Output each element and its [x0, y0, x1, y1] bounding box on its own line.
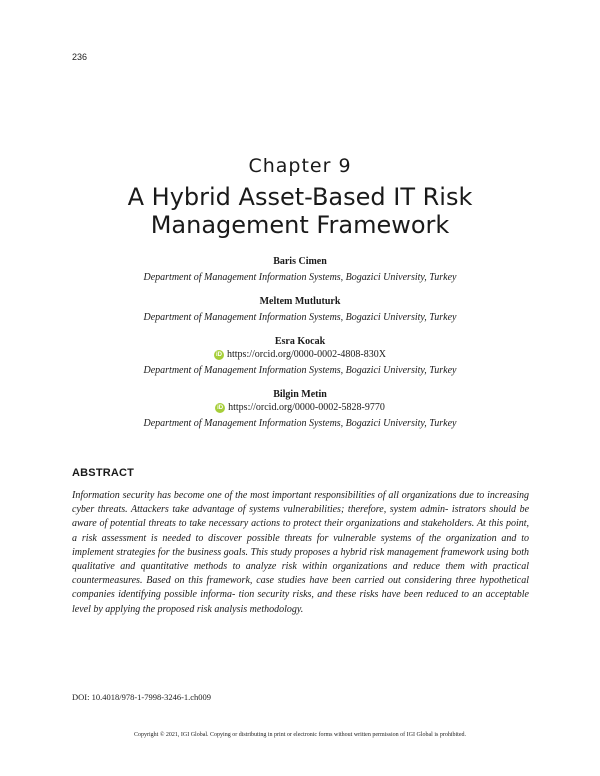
- author-list: [0, 255, 600, 441]
- orcid-link[interactable]: https://orcid.org/0000-0002-5828-9770: [228, 402, 385, 413]
- chapter-title-line: A Hybrid Asset-Based IT Risk: [127, 183, 473, 211]
- author-orcid: [0, 401, 600, 414]
- author-name: Meltem Mutluturk: [259, 296, 341, 307]
- abstract-line: tion security risks, and these risks have been reduced to an acceptable level by applying the proposed: [72, 589, 529, 615]
- author-orcid: [0, 348, 600, 361]
- copyright-notice: Copyright © 2021, IGI Global. Copying or distributing in print or electronic forms without written permission of IGI Global is prohibited.: [133, 732, 466, 738]
- author-block: [0, 388, 600, 430]
- page-number: 236: [72, 52, 88, 62]
- chapter-title: [0, 183, 600, 239]
- abstract-line: systems of the organization and to implement strategies for the business goals. This study proposes a: [72, 532, 529, 558]
- author-block: [0, 255, 600, 284]
- abstract-body: [72, 489, 529, 617]
- author-affiliation: Department of Management Information Systems, Bogazici University, Turkey: [143, 365, 457, 376]
- abstract-line: and stakeholders. At this point, a risk assessment is needed to discover possible threats for vulnerable: [72, 518, 530, 544]
- author-block: [0, 295, 600, 324]
- chapter-title-line: Management Framework: [150, 211, 450, 239]
- author-name: Esra Kocak: [274, 336, 326, 347]
- abstract-line: istrators should be aware of potential threats to take necessary actions to protect their organizations: [72, 504, 530, 530]
- author-affiliation: Department of Management Information Systems, Bogazici University, Turkey: [143, 418, 457, 429]
- abstract-line: hybrid risk management framework using both qualitative and quantitative methods to analyze risk: [72, 546, 529, 573]
- doi: DOI: 10.4018/978-1-7998-3246-1.ch009: [72, 692, 212, 702]
- chapter-label: Chapter 9: [248, 155, 352, 177]
- abstract-line: studies have been carried out considering three hypothetical companies identifying possible informa-: [72, 575, 529, 601]
- author-block: [0, 335, 600, 377]
- author-affiliation: Department of Management Information Systems, Bogazici University, Turkey: [143, 272, 457, 283]
- abstract-line: risk analysis methodology.: [196, 603, 304, 615]
- author-name: Bilgin Metin: [273, 389, 327, 400]
- abstract-line: Information security has become one of the most important responsibilities of all organizations due to: [72, 490, 485, 501]
- abstract-line: increasing cyber threats. Attackers take advantage of systems vulnerabilities; therefore, system admin-: [72, 490, 529, 516]
- author-affiliation: Department of Management Information Systems, Bogazici University, Turkey: [143, 312, 457, 323]
- orcid-icon: iD: [216, 351, 222, 358]
- orcid-icon: iD: [217, 404, 224, 411]
- author-name: Baris Cimen: [273, 256, 327, 267]
- abstract-heading: ABSTRACT: [72, 467, 135, 479]
- abstract-line: within organizations and reduce them with practical countermeasures. Based on this framework, case: [72, 561, 530, 587]
- orcid-link[interactable]: https://orcid.org/0000-0002-4808-830X: [227, 349, 386, 360]
